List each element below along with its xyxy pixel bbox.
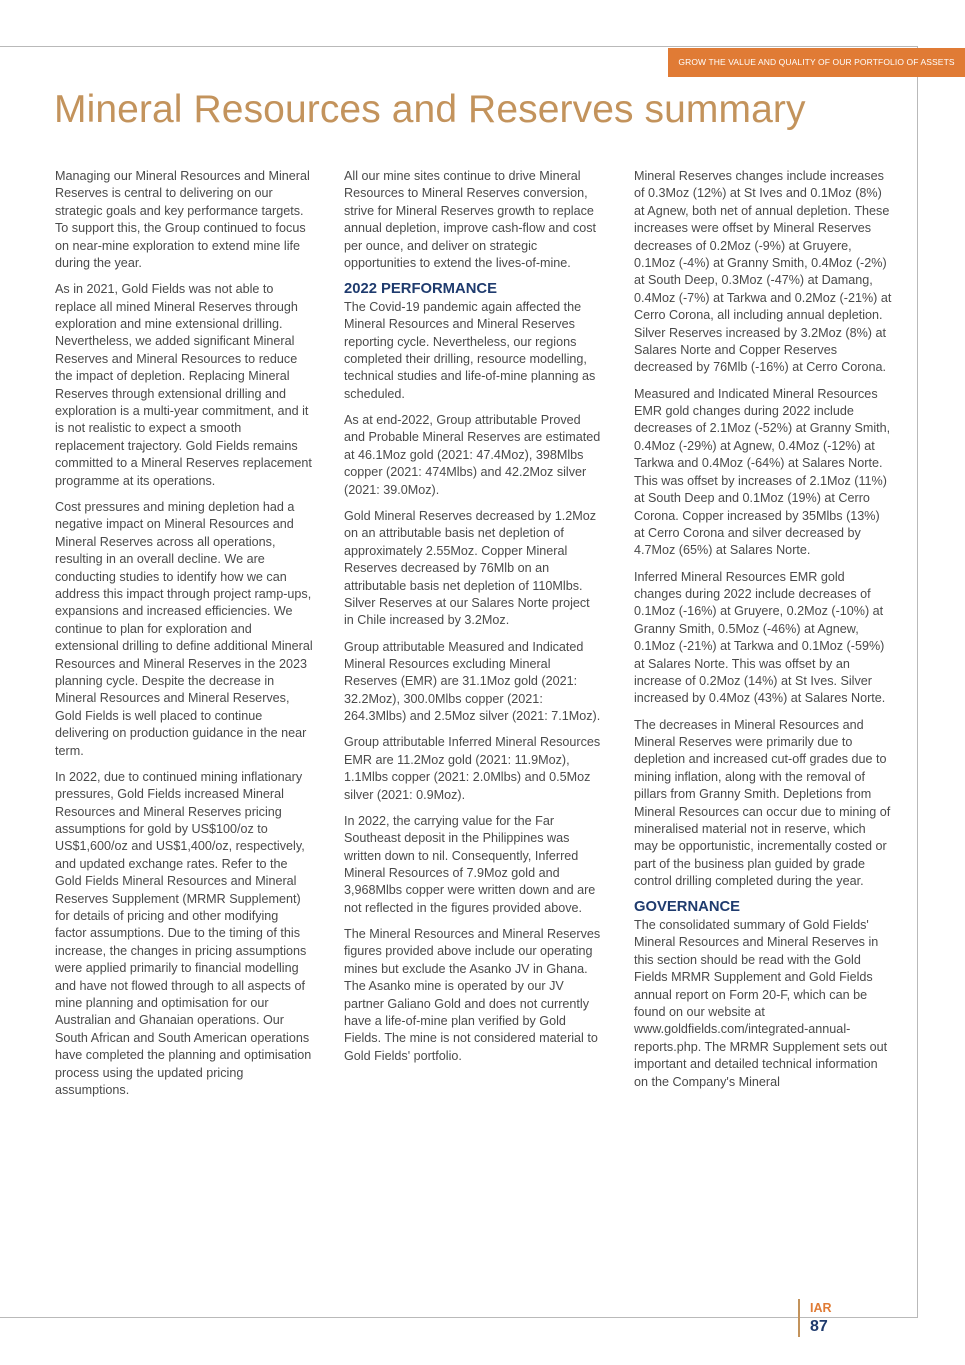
paragraph: Group attributable Inferred Mineral Resources EMR are 11.2Moz gold (2021: 11.9Moz), 1.1Mlbs copper (2021: 2.0Mlbs) and 0.5Moz silver (2021: 0.9Moz). — [344, 735, 601, 802]
column-2 — [344, 168, 602, 1074]
right-border — [917, 46, 918, 1318]
page-number: 87 — [810, 1318, 828, 1335]
section-tab: GROW THE VALUE AND QUALITY OF OUR PORTFOLIO OF ASSETS — [668, 48, 965, 77]
paragraph: As in 2021, Gold Fields was not able to replace all mined Mineral Reserves through exploration and mine extensional drilling. Nevertheless, we added significant Mineral Reserves and Mineral Resources to reduce the impact of depletion. Replacing Mineral Reserves through extensional drilling and exploration is a multi-year commitment, and it is not realistic to expect a smooth replacement trajectory. Gold Fields remains committed to a Mineral Reserves replacement programme at its operations. — [55, 282, 312, 488]
paragraph: The Covid-19 pandemic again affected the Mineral Resources and Mineral Reserves reporting cycle. Nevertheless, our regions completed their drilling, resource modelling, technical studies and life-of-mine planning as scheduled. — [344, 299, 596, 401]
bottom-divider — [0, 1317, 918, 1318]
page-title: Mineral Resources and Reserves summary — [54, 88, 806, 131]
paragraph: As at end-2022, Group attributable Proved and Probable Mineral Reserves are estimated at 46.1Moz gold (2021: 47.4Moz), 398Mlbs copper (2021: 474Mlbs) and 42.2Moz silver (2021: 39.0Moz). — [344, 413, 601, 497]
paragraph: The Mineral Resources and Mineral Reserves figures provided above include our operating mines but exclude the Asanko JV in Ghana. The Asanko mine is operated by our JV partner Galiano Gold and does not currently have a life-of-mine plan verified by Gold Fields. The mine is not considered material to Gold Fields' portfolio. — [344, 927, 601, 1063]
paragraph: The decreases in Mineral Resources and Mineral Reserves were primarily due to depletion and increased cut-off grades due to mining inflation, along with the removal of pillars from Granny Smith. Depletions from Mineral Resources can occur due to mining of mineralised material not in reserve, which may be opportunistic, incrementally costed or part of the business plan guided by grade control drilling completed during the year. — [634, 717, 891, 889]
paragraph: Managing our Mineral Resources and Mineral Reserves is central to delivering on our strategic goals and key performance targets. To support this, the Group continued to focus on near-mine exploration to extend mine life during the year. — [55, 169, 310, 271]
paragraph: All our mine sites continue to drive Mineral Resources to Mineral Reserves conversion, strive for Mineral Reserves growth to replace annual depletion, improve cash-flow and cost per ounce, and deliver on strategic opportunities to extend the lives-of-mine. — [344, 169, 597, 271]
report-label: IAR — [810, 1301, 832, 1315]
column-1 — [55, 168, 313, 1108]
paragraph: Mineral Reserves changes include increases of 0.3Moz (12%) at St Ives and 0.1Moz (8%) at Agnew, both net of annual depletion. These increases were offset by Mineral Reserves decreases of 0.2Moz (-9%) at Gruyere, 0.1Moz (-4%) at Granny Smith, 0.4Moz (-2%) at South Deep, 0.3Moz (-47%) at Damang, 0.4Moz (-7%) at Tarkwa and 0.2Moz (-21%) at Cerro Corona, all including annual depletion. Silver Reserves increased by 3.2Moz (8%) at Salares Norte and Copper Reserves decreased by 76Mlb (-16%) at Cerro Corona. — [634, 169, 892, 375]
footer-accent-bar — [798, 1299, 800, 1337]
column-3 — [634, 168, 892, 1100]
paragraph: Group attributable Measured and Indicated Mineral Resources excluding Mineral Reserves (EMR) are 31.1Moz gold (2021: 32.2Moz), 300.0Mlbs copper (2021: 264.3Mlbs) and 2.5Moz silver (2021: 7.1Moz). — [344, 639, 601, 724]
top-divider — [0, 46, 918, 47]
paragraph: Inferred Mineral Resources EMR gold changes during 2022 include decreases of 0.1Moz (-16%) at Gruyere, 0.2Moz (-10%) at Granny Smith, 0.5Moz (-46%) at Agnew, 0.1Moz (-21%) at Tarkwa and 0.1Moz (-59%) at Salares Norte. This was offset by an increase of 0.2Moz (14%) at St Ives. Silver increased by 0.4Moz (43%) at Salares Norte. — [634, 569, 886, 706]
paragraph: Measured and Indicated Mineral Resources EMR gold changes during 2022 include decreases of 2.1Moz (-52%) at Granny Smith, 0.4Moz (-29%) at Agnew, 0.4Moz (-12%) at Tarkwa and 0.4Moz (-64%) at Salares Norte. This was offset by increases of 2.1Moz (11%) at South Deep and 0.1Moz (19%) at Cerro Corona. Copper increased by 35Mlbs (13%) at Cerro Corona and silver decreased by 4.7Moz (65%) at Salares Norte. — [634, 386, 891, 558]
paragraph: In 2022, the carrying value for the Far Southeast deposit in the Philippines was written down to nil. Consequently, Inferred Mineral Resources of 7.9Moz gold and 3,968Mlbs copper were written down and are not reflected in the figures provided above. — [344, 813, 596, 915]
paragraph: In 2022, due to continued mining inflationary pressures, Gold Fields increased Mineral Resources and Mineral Reserves pricing assumptions for gold by US$100/oz to US$1,600/oz and US$1,400/oz, respectively, and updated exchange rates. Refer to the Gold Fields Mineral Resources and Mineral Reserves Supplement (MRMR Supplement) for details of pricing and other modifying factor assumptions. Due to the timing of this increase, the changes in pricing assumptions were applied primarily to financial modelling and have not flowed through to all aspects of mine planning and optimisation for our Australian and Ghanaian operations. Our South African and South American operations have completed the planning and optimisation process using the updated pricing assumptions. — [55, 769, 312, 1098]
section-heading-governance: GOVERNANCE — [634, 899, 741, 916]
paragraph: The consolidated summary of Gold Fields' Mineral Resources and Mineral Reserves in this section should be read with the Gold Fields MRMR Supplement and Gold Fields annual report on Form 20-F, which can be found on our website at www.goldfields.com/integrated-annual-reports.php. The MRMR Supplement sets out important and detailed technical information on the Company's Mineral — [634, 918, 888, 1089]
section-heading-performance: 2022 PERFORMANCE — [344, 281, 497, 298]
paragraph: Gold Mineral Reserves decreased by 1.2Moz on an attributable basis net depletion of approximately 2.55Moz. Copper Mineral Reserves decreased by 76Mlb on an attributable basis net depletion of 110Mlbs. Silver Reserves at our Salares Norte project in Chile increased by 3.2Moz. — [344, 508, 596, 628]
paragraph: Cost pressures and mining depletion had a negative impact on Mineral Resources and Mineral Reserves across all operations, resulting in an overall decline. We are conducting studies to identify how we can address this impact through project ramp-ups, expansions and increased efficiencies. We continue to plan for exploration and extensional drilling to define additional Mineral Resources and Mineral Reserves in the 2023 planning cycle. Despite the decrease in Mineral Resources and Mineral Reserves, Gold Fields is well placed to continue delivering on production guidance in the near term. — [55, 499, 313, 758]
